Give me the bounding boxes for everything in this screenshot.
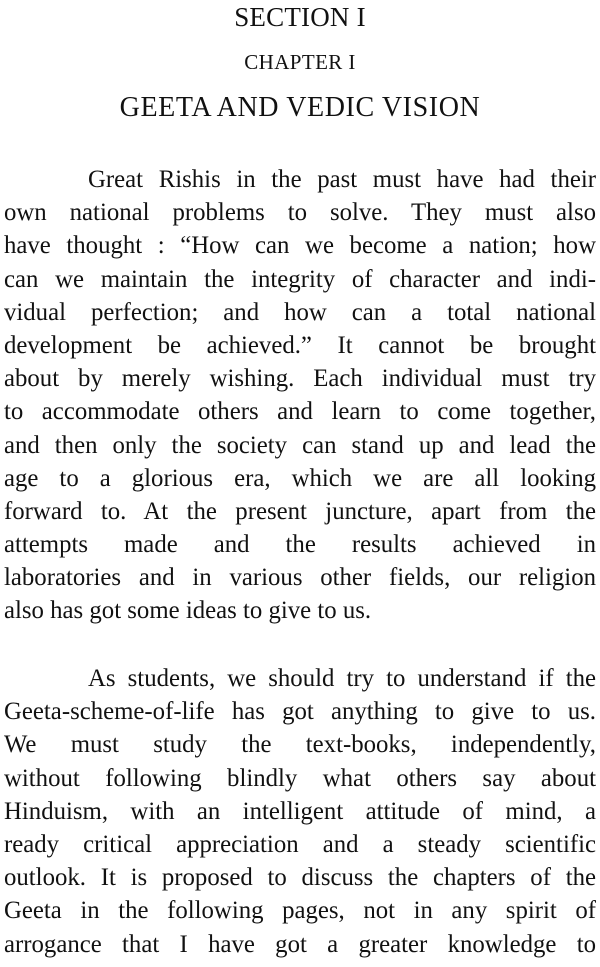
text-line: have thought : “How can we become a nation; how [4,232,596,260]
text-line: vidual perfection; and how can a total national [4,298,596,326]
text-line: Geeta in the following pages, not in any spirit of [4,897,596,925]
text-line: to accommodate others and learn to come together, [4,398,596,426]
text-line: Geeta-scheme-of-life has got anything to give to us. [4,698,596,726]
text-line: Hinduism, with an intelligent attitude of mind, a [4,797,596,825]
chapter-heading: CHAPTER I [244,50,356,74]
text-line: outlook. It is proposed to discuss the chapters of the [4,864,596,892]
text-line: and then only the society can stand up and lead the [4,431,596,459]
text-line: We must study the text-books, independently, [4,731,596,759]
text-line: age to a glorious era, which we are all looking [4,464,596,492]
chapter-title: GEETA AND VEDIC VISION [119,92,481,123]
paragraph-2 [4,662,596,961]
text-line: attempts made and the results achieved in [4,531,596,559]
text-line: Great Rishis in the past must have had their [88,166,596,193]
text-line: As students, we should try to understand if the [88,665,596,692]
text-line: ready critical appreciation and a steady scientific [4,830,596,858]
text-line: arrogance that I have got a greater knowledge to [4,930,596,958]
text-line: can we maintain the integrity of character and indi- [4,265,596,293]
text-line: also has got some ideas to give to us. [4,597,372,625]
text-line: development be achieved.” It cannot be brought [4,331,596,359]
text-line: laboratories and in various other fields, our religion [4,564,596,592]
paragraph-1 [4,163,596,628]
text-line: own national problems to solve. They must also [4,199,596,227]
text-line: without following blindly what others say about [4,764,596,792]
text-line: forward to. At the present juncture, apart from the [4,497,596,525]
section-heading: SECTION I [234,2,366,32]
text-line: about by merely wishing. Each individual must try [4,365,596,393]
